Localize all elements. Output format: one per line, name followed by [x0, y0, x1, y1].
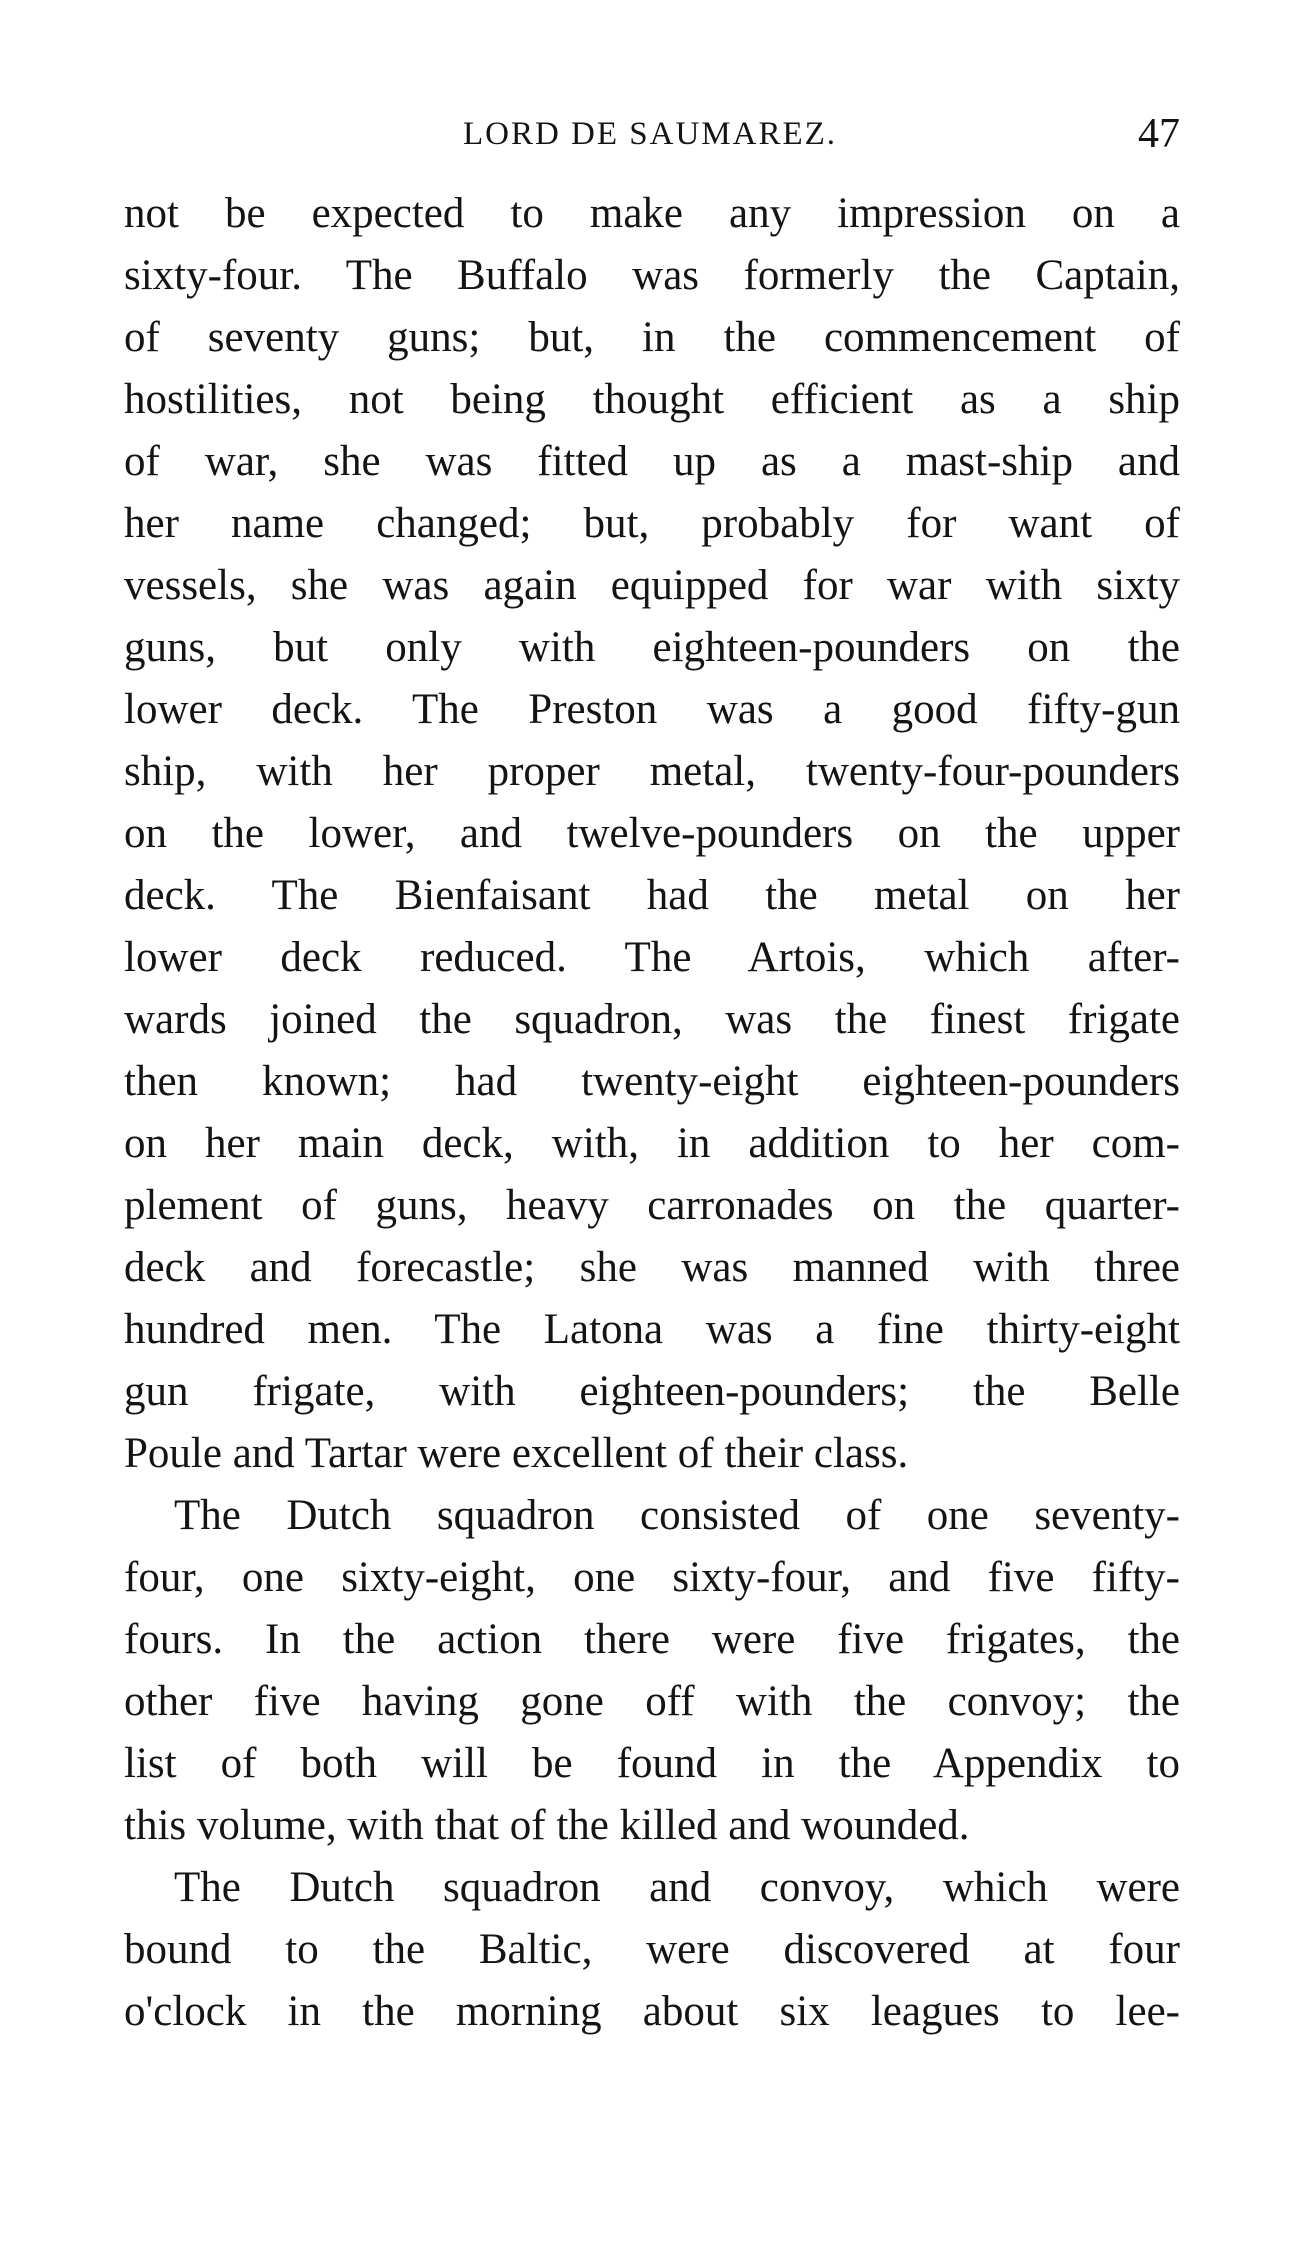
running-header [120, 110, 1180, 170]
text-line: list of both will be found in the Appendix to [124, 1740, 1180, 1787]
text-line: bound to the Baltic, were discovered at four [124, 1926, 1180, 1973]
text-line: gun frigate, with eighteen-pounders; the Belle [124, 1368, 1180, 1415]
text-line: hostilities, not being thought efficient as a ship [124, 376, 1180, 423]
text-line: sixty-four. The Buffalo was formerly the Captain, [124, 252, 1180, 299]
text-line: four, one sixty-eight, one sixty-four, and five fifty- [124, 1554, 1180, 1601]
text-line: then known; had twenty-eight eighteen-pounders [124, 1058, 1180, 1105]
text-line: ship, with her proper metal, twenty-four-pounders [124, 748, 1180, 795]
text-line: her name changed; but, probably for want of [124, 500, 1180, 547]
text-line: other five having gone off with the convoy; the [124, 1678, 1180, 1725]
text-line: plement of guns, heavy carronades on the quarter- [124, 1182, 1180, 1229]
page-number: 47 [1138, 111, 1180, 157]
text-line: of seventy guns; but, in the commencement of [124, 314, 1180, 361]
text-line: on the lower, and twelve-pounders on the upper [124, 810, 1180, 857]
text-line: o'clock in the morning about six leagues to lee- [124, 1988, 1180, 2035]
body-text [124, 183, 1180, 2043]
text-line: on her main deck, with, in addition to her com- [124, 1120, 1180, 1167]
paragraph-first-line: The Dutch squadron consisted of one seventy- [174, 1492, 1180, 1539]
text-line: guns, but only with eighteen-pounders on the [124, 624, 1180, 671]
text-line: fours. In the action there were five frigates, the [124, 1616, 1180, 1663]
running-title: LORD DE SAUMAREZ. [462, 116, 838, 152]
text-line: deck and forecastle; she was manned with three [124, 1244, 1180, 1291]
text-line: wards joined the squadron, was the finest frigate [124, 996, 1180, 1043]
text-line: lower deck reduced. The Artois, which after- [124, 934, 1180, 981]
text-line: deck. The Bienfaisant had the metal on her [124, 872, 1180, 919]
text-line: lower deck. The Preston was a good fifty-gun [124, 686, 1180, 733]
text-line: hundred men. The Latona was a fine thirty-eight [124, 1306, 1180, 1353]
text-line: of war, she was fitted up as a mast-ship and [124, 438, 1180, 485]
text-line: this volume, with that of the killed and wounded. [124, 1802, 970, 1849]
text-line: Poule and Tartar were excellent of their class. [124, 1430, 909, 1477]
text-line: not be expected to make any impression on a [124, 190, 1180, 237]
paragraph-first-line: The Dutch squadron and convoy, which were [174, 1864, 1180, 1911]
text-line: vessels, she was again equipped for war with sixty [124, 562, 1180, 609]
